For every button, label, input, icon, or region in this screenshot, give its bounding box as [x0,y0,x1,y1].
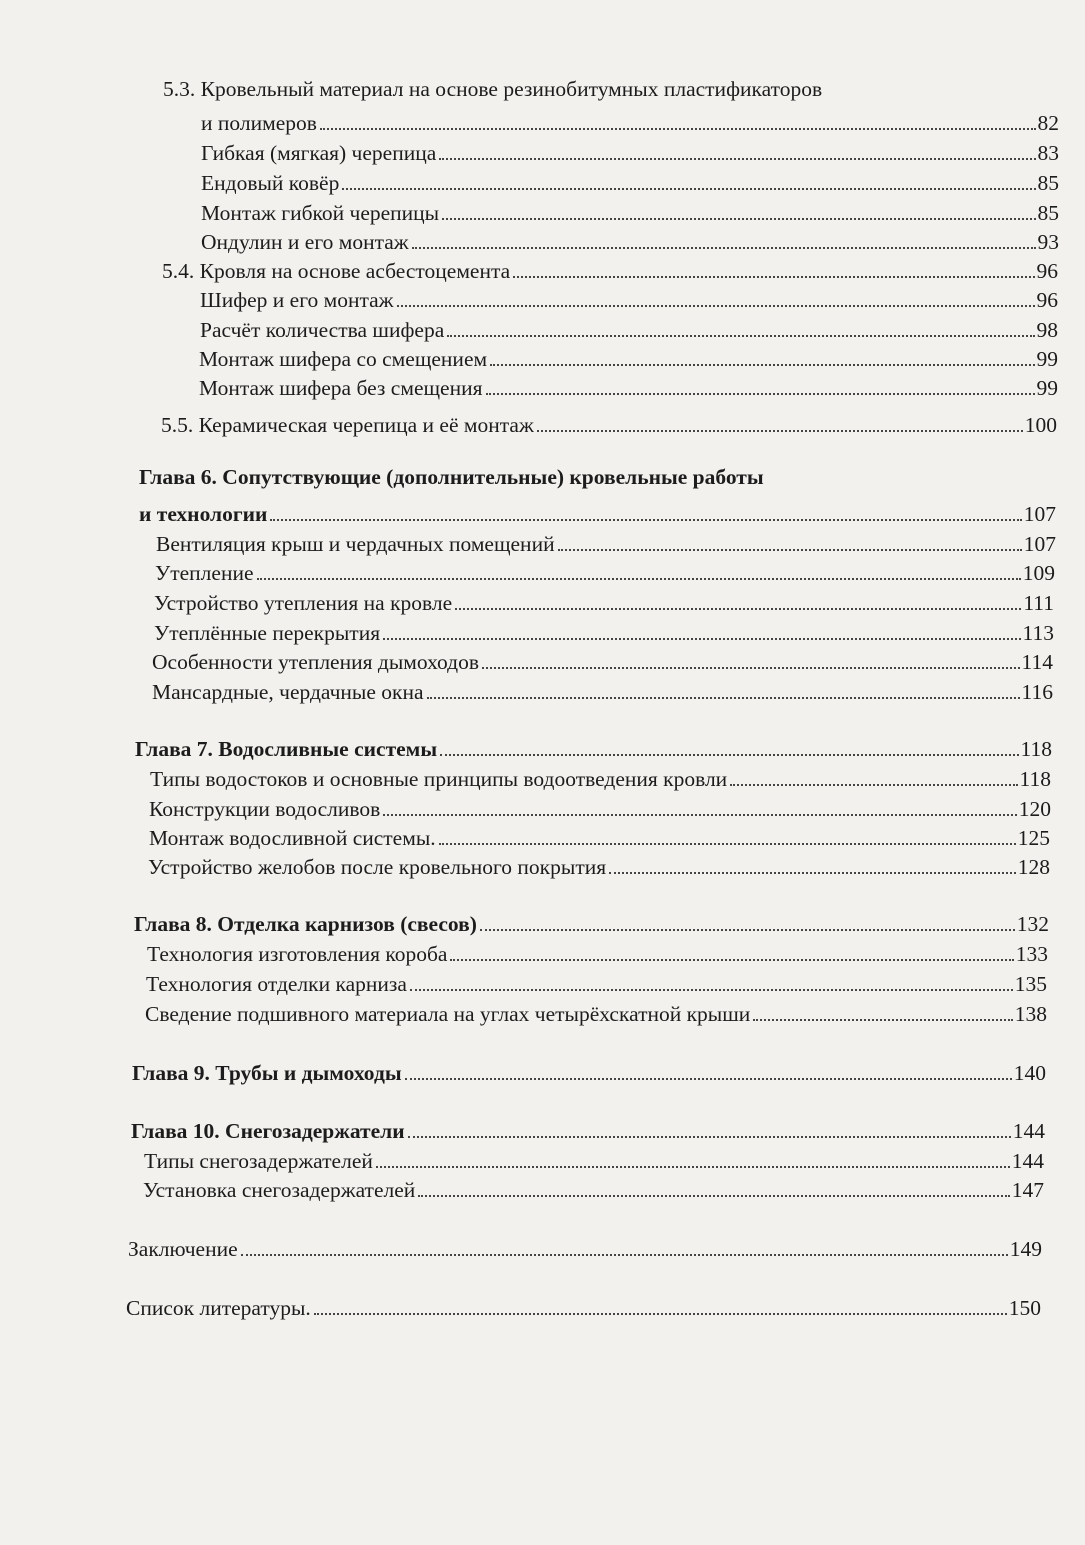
toc-chapter-10[interactable] [131,1114,1045,1144]
toc-page-number: 111 [1023,591,1054,615]
toc-entry-title: и полимеров [201,111,317,135]
toc-entry-title: и технологии [139,502,268,526]
toc-page-number: 114 [1021,650,1053,674]
toc-leader-dots [609,872,1016,874]
toc-leader-dots [412,247,1036,249]
toc-entry[interactable] [199,342,1058,372]
toc-section-5-3-title: 5.3. Кровельный материал на основе резинобитумных пластификаторов [163,77,823,101]
toc-entry-title: Конструкции водосливов [149,797,381,821]
toc-entry-title: Гибкая (мягкая) черепица [201,141,437,165]
toc-page-number: 107 [1023,532,1056,556]
toc-entry[interactable] [146,967,1047,997]
toc-section-5-5[interactable] [161,408,1057,438]
toc-page-number: 85 [1037,201,1059,225]
toc-entry-title: Технология отделки карниза [146,972,407,996]
toc-page-number: 83 [1037,141,1059,165]
toc-page-number: 93 [1037,230,1059,254]
toc-leader-dots [439,843,1016,845]
toc-entry[interactable] [152,675,1053,705]
toc-entry-title: Утепление [155,561,254,585]
toc-leader-dots [314,1313,1007,1315]
toc-entry[interactable] [201,136,1059,166]
toc-leader-dots [405,1078,1012,1080]
toc-entry[interactable] [148,850,1050,880]
toc-entry[interactable] [155,556,1055,586]
toc-entry[interactable] [201,196,1059,226]
toc-entry-title: Сведение подшивного материала на углах четырёхскатной крыши [145,1002,751,1026]
toc-entry-title: Устройство желобов после кровельного покрытия [148,855,607,879]
toc-leader-dots [342,188,1035,190]
toc-leader-dots [383,638,1020,640]
toc-leader-dots [257,578,1021,580]
toc-entry-title: Глава 7. Водосливные системы [135,737,438,761]
toc-entry[interactable] [152,645,1053,675]
toc-entry-title: Глава 10. Снегозадержатели [131,1119,405,1143]
toc-leader-dots [440,754,1018,756]
toc-page-number: 96 [1036,288,1058,312]
toc-leader-dots [490,364,1034,366]
toc-entry-title: Мансардные, чердачные окна [152,680,424,704]
toc-chapter-6-title: Глава 6. Сопутствующие (дополнительные) кровельные работы [139,465,764,489]
toc-leader-dots [455,608,1021,610]
toc-entry[interactable] [154,616,1054,646]
toc-page-number: 144 [1012,1119,1045,1143]
toc-entry[interactable] [200,283,1058,313]
toc-entry-title: Типы снегозадержателей [144,1149,373,1173]
toc-section-5-4[interactable] [162,254,1058,284]
toc-entry-title: Монтаж водосливной системы. [149,826,436,850]
toc-entry-title: Монтаж гибкой черепицы [201,201,440,225]
toc-leader-dots [730,784,1017,786]
toc-conclusion[interactable] [128,1232,1042,1262]
toc-entry-title: Ендовый ковёр [201,171,340,195]
toc-leader-dots [408,1136,1011,1138]
toc-entry[interactable] [144,1144,1044,1174]
toc-entry-title: Устройство утепления на кровле [154,591,453,615]
toc-page-number: 98 [1036,318,1058,342]
toc-entry[interactable] [145,997,1047,1027]
toc-entry-title: Глава 9. Трубы и дымоходы [132,1061,402,1085]
toc-leader-dots [376,1166,1010,1168]
toc-page-number: 150 [1008,1296,1041,1320]
toc-page-number: 132 [1016,912,1049,936]
toc-chapter-8[interactable] [134,907,1049,937]
toc-references[interactable] [126,1291,1041,1321]
toc-page-number: 82 [1037,111,1059,135]
toc-page-number: 149 [1009,1237,1042,1261]
toc-leader-dots [241,1254,1008,1256]
toc-leader-dots [450,959,1013,961]
toc-entry-title: Глава 8. Отделка карнизов (свесов) [134,912,477,936]
toc-leader-dots [513,276,1034,278]
toc-page-number: 147 [1011,1178,1044,1202]
toc-entry-title: Утеплённые перекрытия [154,621,381,645]
toc-entry[interactable] [199,371,1058,401]
toc-entry-title: Вентиляция крыш и чердачных помещений [156,532,555,556]
toc-entry[interactable] [201,166,1059,196]
toc-entry-title: Заключение [128,1237,238,1261]
toc-page-number: 128 [1017,855,1050,879]
toc-entry[interactable] [149,821,1050,851]
toc-entry[interactable] [200,313,1058,343]
toc-entry-title: Расчёт количества шифера [200,318,445,342]
toc-page-number: 85 [1037,171,1059,195]
toc-entry-title: 5.5. Керамическая черепица и её монтаж [161,413,534,437]
toc-leader-dots [480,929,1015,931]
toc-page-number: 140 [1013,1061,1046,1085]
toc-entry[interactable] [150,762,1051,792]
toc-entry-title: Монтаж шифера со смещением [199,347,488,371]
toc-leader-dots [427,697,1020,699]
toc-entry-title: Монтаж шифера без смещения [199,376,483,400]
toc-entry[interactable] [143,1173,1044,1203]
toc-entry[interactable] [156,527,1056,557]
toc-leader-dots [439,158,1035,160]
toc-page-number: 116 [1021,680,1053,704]
toc-entry[interactable] [201,225,1059,255]
toc-entry[interactable] [147,937,1048,967]
toc-entry-title: Установка снегозадержателей [143,1178,416,1202]
toc-entry-title: Список литературы. [126,1296,311,1320]
toc-page-number: 125 [1017,826,1050,850]
toc-leader-dots [442,218,1035,220]
toc-page-number: 135 [1014,972,1047,996]
toc-leader-dots [383,814,1016,816]
toc-page-number: 118 [1020,737,1052,761]
toc-leader-dots [753,1019,1012,1021]
toc-leader-dots [397,305,1035,307]
toc-leader-dots [410,989,1013,991]
toc-page-number: 99 [1036,347,1058,371]
toc-entry-title: Шифер и его монтаж [200,288,394,312]
toc-entry-title: Ондулин и его монтаж [201,230,409,254]
toc-page-number: 120 [1018,797,1051,821]
toc-entry-title: Особенности утепления дымоходов [152,650,479,674]
toc-page-number: 100 [1024,413,1057,437]
toc-page-number: 144 [1011,1149,1044,1173]
toc-leader-dots [270,519,1021,521]
toc-chapter-6[interactable] [139,497,1056,527]
toc-entry[interactable] [149,792,1051,822]
toc-leader-dots [320,128,1036,130]
toc-section-5-3[interactable] [201,106,1059,136]
toc-entry-title: Типы водостоков и основные принципы водоотведения кровли [150,767,728,791]
toc-page-number: 133 [1015,942,1048,966]
toc-leader-dots [447,335,1034,337]
toc-page-number: 113 [1022,621,1054,645]
toc-page-number: 109 [1022,561,1055,585]
toc-entry[interactable] [154,586,1054,616]
toc-entry-title: Технология изготовления короба [147,942,448,966]
toc-entry-title: 5.4. Кровля на основе асбестоцемента [162,259,511,283]
toc-chapter-7[interactable] [135,732,1052,762]
toc-page-number: 96 [1036,259,1058,283]
toc-page-number: 107 [1023,502,1056,526]
toc-leader-dots [486,393,1035,395]
toc-chapter-9[interactable] [132,1056,1046,1086]
toc-leader-dots [482,667,1020,669]
toc-leader-dots [537,430,1023,432]
toc-leader-dots [418,1195,1009,1197]
toc-page-number: 118 [1019,767,1051,791]
toc-leader-dots [558,549,1022,551]
toc-page-number: 99 [1036,376,1058,400]
toc-page-number: 138 [1014,1002,1047,1026]
